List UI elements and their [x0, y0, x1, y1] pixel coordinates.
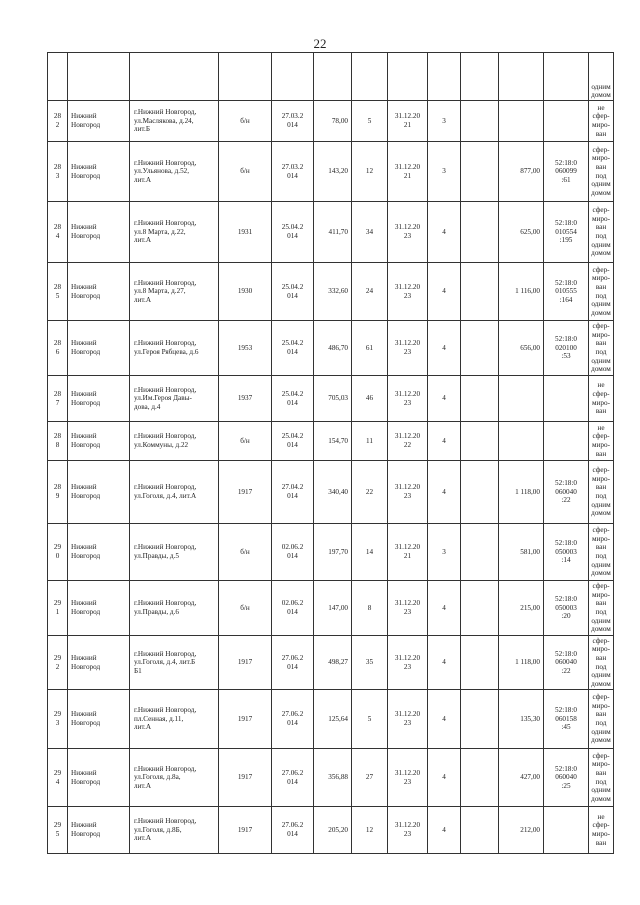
- area-cell: 340,40: [314, 461, 352, 524]
- deadline-cell: 31.12.20 23: [388, 636, 428, 690]
- area-cell: 486,70: [314, 321, 352, 376]
- stage-cell: 3: [428, 142, 461, 202]
- city-cell: Нижний Новгород: [68, 636, 130, 690]
- empty-cell: [461, 202, 499, 263]
- cost-cell: 877,00: [499, 142, 544, 202]
- housing-register-table: [47, 52, 614, 854]
- status-cell: сфер- миро- ван под одним домом: [589, 581, 614, 636]
- city-cell: Нижний Новгород: [68, 690, 130, 749]
- status-cell: сфер- миро- ван под одним домом: [589, 461, 614, 524]
- empty-cell: [461, 263, 499, 321]
- deadline-cell: 31.12.20 23: [388, 461, 428, 524]
- residents-cell: 5: [352, 690, 388, 749]
- deadline-cell: 31.12.20 21: [388, 101, 428, 142]
- status-cell: не сфер- миро- ван: [589, 422, 614, 461]
- deadline-cell: 31.12.20 23: [388, 690, 428, 749]
- cost-cell: 581,00: [499, 524, 544, 581]
- status-cell: не сфер- миро- ван: [589, 807, 614, 854]
- table-row: [48, 263, 614, 321]
- row-number: 29 0: [48, 524, 68, 581]
- area-cell: 498,27: [314, 636, 352, 690]
- cost-cell: 212,00: [499, 807, 544, 854]
- cadastral-cell: 52:18:0 050003 :14: [544, 524, 589, 581]
- year-cell: 1930: [219, 263, 272, 321]
- area-cell: 143,20: [314, 142, 352, 202]
- city-cell: Нижний Новгород: [68, 202, 130, 263]
- residents-cell: 35: [352, 636, 388, 690]
- cadastral-cell: 52:18:0 020100 :53: [544, 321, 589, 376]
- date-cell: 27.03.2 014: [272, 142, 314, 202]
- area-cell: 125,64: [314, 690, 352, 749]
- area-cell: 78,00: [314, 101, 352, 142]
- year-cell: 1917: [219, 807, 272, 854]
- stage-cell: 4: [428, 422, 461, 461]
- row-number: 29 2: [48, 636, 68, 690]
- cost-cell: 625,00: [499, 202, 544, 263]
- table-row: [48, 749, 614, 807]
- city-cell: Нижний Новгород: [68, 101, 130, 142]
- cadastral-cell: [544, 101, 589, 142]
- row-number: 29 3: [48, 690, 68, 749]
- date-cell: 25.04.2 014: [272, 202, 314, 263]
- date-cell: 02.06.2 014: [272, 524, 314, 581]
- row-number: 28 3: [48, 142, 68, 202]
- address-cell: г.Нижний Новгород, ул.Ульянова, д.52, лит.А: [130, 142, 219, 202]
- address-cell: г.Нижний Новгород, ул.Гоголя, д.8а, лит.А: [130, 749, 219, 807]
- table-row: [48, 581, 614, 636]
- date-cell: 25.04.2 014: [272, 263, 314, 321]
- cadastral-cell: [544, 422, 589, 461]
- area-cell: 332,60: [314, 263, 352, 321]
- deadline-cell: 31.12.20 23: [388, 807, 428, 854]
- stage-cell: 3: [428, 101, 461, 142]
- deadline-cell: 31.12.20 21: [388, 142, 428, 202]
- address-cell: г.Нижний Новгород, пл.Сенная, д.11, лит.А: [130, 690, 219, 749]
- date-cell: 25.04.2 014: [272, 321, 314, 376]
- city-cell: Нижний Новгород: [68, 321, 130, 376]
- residents-cell: 11: [352, 422, 388, 461]
- residents-cell: 46: [352, 376, 388, 422]
- stage-cell: 4: [428, 263, 461, 321]
- area-cell: 205,20: [314, 807, 352, 854]
- address-cell: г.Нижний Новгород, ул.Гоголя, д.8Б, лит.А: [130, 807, 219, 854]
- empty-cell: [461, 581, 499, 636]
- deadline-cell: 31.12.20 22: [388, 422, 428, 461]
- row-number: 28 7: [48, 376, 68, 422]
- page-number: 22: [313, 36, 327, 51]
- empty-cell: [461, 690, 499, 749]
- cost-cell: 215,00: [499, 581, 544, 636]
- city-cell: Нижний Новгород: [68, 422, 130, 461]
- status-cell: сфер- миро- ван под одним домом: [589, 321, 614, 376]
- date-cell: 27.06.2 014: [272, 636, 314, 690]
- area-cell: 197,70: [314, 524, 352, 581]
- stage-cell: 4: [428, 749, 461, 807]
- stage-cell: 3: [428, 524, 461, 581]
- row-number: 29 1: [48, 581, 68, 636]
- cadastral-cell: 52:18:0 060040 :22: [544, 461, 589, 524]
- status-cell: сфер- миро- ван под одним домом: [589, 524, 614, 581]
- city-cell: Нижний Новгород: [68, 524, 130, 581]
- residents-cell: 61: [352, 321, 388, 376]
- table-row: [48, 321, 614, 376]
- cadastral-cell: 52:18:0 010554 :195: [544, 202, 589, 263]
- empty-cell: [461, 422, 499, 461]
- table-row: [48, 636, 614, 690]
- area-cell: 154,70: [314, 422, 352, 461]
- date-cell: 27.06.2 014: [272, 749, 314, 807]
- deadline-cell: 31.12.20 23: [388, 581, 428, 636]
- empty-cell: [461, 142, 499, 202]
- address-cell: г.Нижний Новгород, ул.8 Марта, д.27, лит.А: [130, 263, 219, 321]
- year-cell: б/н: [219, 524, 272, 581]
- year-cell: 1917: [219, 461, 272, 524]
- stage-cell: 4: [428, 321, 461, 376]
- year-cell: б/н: [219, 142, 272, 202]
- table-row: [48, 461, 614, 524]
- empty-cell: [461, 376, 499, 422]
- row-number: 28 9: [48, 461, 68, 524]
- status-cell: не сфер- миро- ван: [589, 101, 614, 142]
- cost-cell: [499, 422, 544, 461]
- cost-cell: 135,30: [499, 690, 544, 749]
- status-cell: сфер- миро- ван под одним домом: [589, 690, 614, 749]
- date-cell: 27.06.2 014: [272, 807, 314, 854]
- status-cell: сфер- миро- ван под одним домом: [589, 142, 614, 202]
- stage-cell: 4: [428, 581, 461, 636]
- table-row: [48, 202, 614, 263]
- stage-cell: 4: [428, 690, 461, 749]
- address-cell: г.Нижний Новгород, ул.Им.Героя Давы- дова, д.4: [130, 376, 219, 422]
- deadline-cell: 31.12.20 23: [388, 263, 428, 321]
- table-row-continuation: [48, 53, 614, 101]
- cost-cell: 1 118,00: [499, 636, 544, 690]
- address-cell: г.Нижний Новгород, ул.Гоголя, д.4, лит.А: [130, 461, 219, 524]
- cost-cell: 427,00: [499, 749, 544, 807]
- residents-cell: 24: [352, 263, 388, 321]
- city-cell: Нижний Новгород: [68, 581, 130, 636]
- residents-cell: 12: [352, 807, 388, 854]
- cadastral-cell: 52:18:0 060040 :22: [544, 636, 589, 690]
- address-cell: г.Нижний Новгород, ул.Правды, д.6: [130, 581, 219, 636]
- area-cell: 356,88: [314, 749, 352, 807]
- residents-cell: 8: [352, 581, 388, 636]
- area-cell: 705,03: [314, 376, 352, 422]
- row-number: 28 8: [48, 422, 68, 461]
- area-cell: 411,70: [314, 202, 352, 263]
- status-cell: одним домом: [589, 53, 614, 101]
- cadastral-cell: 52:18:0 060040 :25: [544, 749, 589, 807]
- address-cell: г.Нижний Новгород, ул.8 Марта, д.22, лит.А: [130, 202, 219, 263]
- year-cell: 1931: [219, 202, 272, 263]
- status-cell: сфер- миро- ван под одним домом: [589, 749, 614, 807]
- deadline-cell: 31.12.20 23: [388, 202, 428, 263]
- table-row: [48, 101, 614, 142]
- date-cell: 27.04.2 014: [272, 461, 314, 524]
- year-cell: б/н: [219, 101, 272, 142]
- year-cell: б/н: [219, 422, 272, 461]
- stage-cell: 4: [428, 807, 461, 854]
- row-number: 28 2: [48, 101, 68, 142]
- row-number: 28 4: [48, 202, 68, 263]
- city-cell: Нижний Новгород: [68, 461, 130, 524]
- table-row: [48, 524, 614, 581]
- cost-cell: [499, 101, 544, 142]
- row-number: 29 4: [48, 749, 68, 807]
- stage-cell: 4: [428, 202, 461, 263]
- residents-cell: 12: [352, 142, 388, 202]
- status-cell: сфер- миро- ван под одним домом: [589, 636, 614, 690]
- cadastral-cell: [544, 376, 589, 422]
- empty-cell: [461, 749, 499, 807]
- cost-cell: 656,00: [499, 321, 544, 376]
- cost-cell: 1 116,00: [499, 263, 544, 321]
- cost-cell: 1 118,00: [499, 461, 544, 524]
- cadastral-cell: 52:18:0 060158 :45: [544, 690, 589, 749]
- deadline-cell: 31.12.20 21: [388, 524, 428, 581]
- residents-cell: 27: [352, 749, 388, 807]
- table-row: [48, 422, 614, 461]
- address-cell: г.Нижний Новгород, ул.Героя Рябцева, д.6: [130, 321, 219, 376]
- area-cell: 147,00: [314, 581, 352, 636]
- address-cell: г.Нижний Новгород, ул.Коммуны, д.22: [130, 422, 219, 461]
- status-cell: сфер- миро- ван под одним домом: [589, 202, 614, 263]
- empty-cell: [461, 807, 499, 854]
- stage-cell: 4: [428, 636, 461, 690]
- city-cell: Нижний Новгород: [68, 376, 130, 422]
- year-cell: б/н: [219, 581, 272, 636]
- deadline-cell: 31.12.20 23: [388, 376, 428, 422]
- status-cell: не сфер- миро- ван: [589, 376, 614, 422]
- cadastral-cell: 52:18:0 010555 :164: [544, 263, 589, 321]
- stage-cell: 4: [428, 376, 461, 422]
- date-cell: 27.03.2 014: [272, 101, 314, 142]
- residents-cell: 14: [352, 524, 388, 581]
- date-cell: 25.04.2 014: [272, 422, 314, 461]
- city-cell: Нижний Новгород: [68, 807, 130, 854]
- empty-cell: [461, 321, 499, 376]
- address-cell: г.Нижний Новгород, ул.Гоголя, д.4, лит.Б Б1: [130, 636, 219, 690]
- year-cell: 1917: [219, 690, 272, 749]
- residents-cell: 34: [352, 202, 388, 263]
- address-cell: г.Нижний Новгород, ул.Маслякова, д.24, лит.Б: [130, 101, 219, 142]
- row-number: 28 5: [48, 263, 68, 321]
- date-cell: 27.06.2 014: [272, 690, 314, 749]
- table-row: [48, 376, 614, 422]
- status-cell: сфер- миро- ван под одним домом: [589, 263, 614, 321]
- empty-cell: [461, 636, 499, 690]
- row-number: 29 5: [48, 807, 68, 854]
- table-row: [48, 690, 614, 749]
- city-cell: Нижний Новгород: [68, 263, 130, 321]
- table-row: [48, 807, 614, 854]
- date-cell: 02.06.2 014: [272, 581, 314, 636]
- cadastral-cell: [544, 807, 589, 854]
- residents-cell: 5: [352, 101, 388, 142]
- residents-cell: 22: [352, 461, 388, 524]
- city-cell: Нижний Новгород: [68, 142, 130, 202]
- table-row: [48, 142, 614, 202]
- date-cell: 25.04.2 014: [272, 376, 314, 422]
- address-cell: г.Нижний Новгород, ул.Правды, д.5: [130, 524, 219, 581]
- stage-cell: 4: [428, 461, 461, 524]
- city-cell: Нижний Новгород: [68, 749, 130, 807]
- year-cell: 1953: [219, 321, 272, 376]
- empty-cell: [461, 101, 499, 142]
- year-cell: 1917: [219, 749, 272, 807]
- empty-cell: [461, 461, 499, 524]
- row-number: 28 6: [48, 321, 68, 376]
- cost-cell: [499, 376, 544, 422]
- cadastral-cell: 52:18:0 050003 :20: [544, 581, 589, 636]
- empty-cell: [461, 524, 499, 581]
- cadastral-cell: 52:18:0 060099 :61: [544, 142, 589, 202]
- deadline-cell: 31.12.20 23: [388, 321, 428, 376]
- deadline-cell: 31.12.20 23: [388, 749, 428, 807]
- year-cell: 1937: [219, 376, 272, 422]
- year-cell: 1917: [219, 636, 272, 690]
